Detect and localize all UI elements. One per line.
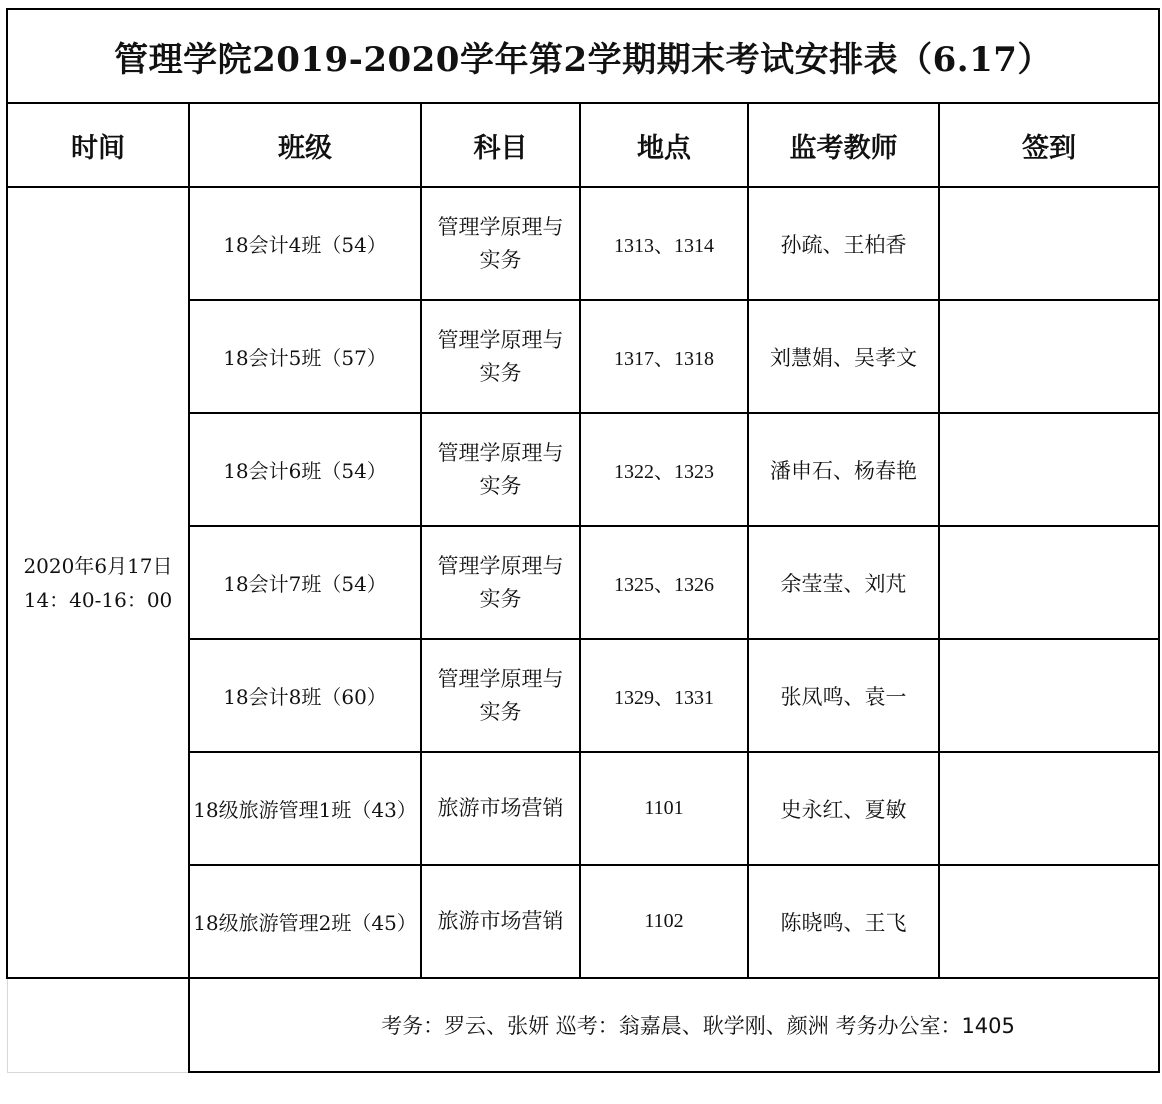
subject-cell xyxy=(421,639,580,752)
subject-cell xyxy=(421,300,580,413)
subject-line: 旅游市场营销 xyxy=(437,909,564,933)
subject-line: 实务 xyxy=(479,473,522,498)
header-time: 时间 xyxy=(7,103,189,187)
subject-cell xyxy=(421,526,580,639)
location-cell: 1102 xyxy=(580,865,748,978)
class-cell: 18会计4班（54） xyxy=(189,187,421,300)
proctor-cell: 潘申石、杨春艳 xyxy=(748,413,939,526)
subject-cell xyxy=(421,413,580,526)
subject-line: 实务 xyxy=(479,699,522,724)
proctor-cell: 孙疏、王柏香 xyxy=(748,187,939,300)
header-row xyxy=(7,103,1159,187)
location-cell: 1322、1323 xyxy=(580,413,748,526)
proctor-cell: 余莹莹、刘芃 xyxy=(748,526,939,639)
table-row xyxy=(7,187,1159,300)
subject-cell xyxy=(421,187,580,300)
subject-line: 实务 xyxy=(479,586,522,611)
proctor-cell: 刘慧娟、吴孝文 xyxy=(748,300,939,413)
subject-line: 实务 xyxy=(479,247,522,272)
subject-line: 管理学原理与 xyxy=(437,666,564,691)
page-title: 管理学院2019-2020学年第2学期期末考试安排表（6.17） xyxy=(7,9,1159,103)
subject-line: 管理学原理与 xyxy=(437,214,564,239)
signin-cell[interactable] xyxy=(939,526,1159,639)
footer-note-cell xyxy=(189,978,1159,1072)
signin-cell[interactable] xyxy=(939,752,1159,865)
subject-cell xyxy=(421,752,580,865)
header-class: 班级 xyxy=(189,103,421,187)
class-cell: 18会计8班（60） xyxy=(189,639,421,752)
signin-cell[interactable] xyxy=(939,187,1159,300)
class-cell: 18级旅游管理1班（43） xyxy=(189,752,421,865)
class-cell: 18会计5班（57） xyxy=(189,300,421,413)
subject-line: 管理学原理与 xyxy=(437,553,564,578)
signin-cell[interactable] xyxy=(939,413,1159,526)
header-signin: 签到 xyxy=(939,103,1159,187)
subject-line: 管理学原理与 xyxy=(437,440,564,465)
location-cell: 1313、1314 xyxy=(580,187,748,300)
location-cell: 1329、1331 xyxy=(580,639,748,752)
subject-line: 旅游市场营销 xyxy=(437,796,564,820)
footer-blank-cell xyxy=(7,978,189,1072)
location-cell: 1325、1326 xyxy=(580,526,748,639)
signin-cell[interactable] xyxy=(939,639,1159,752)
signin-cell[interactable] xyxy=(939,300,1159,413)
proctor-cell: 张凤鸣、袁一 xyxy=(748,639,939,752)
subject-line: 管理学原理与 xyxy=(437,327,564,352)
location-cell: 1317、1318 xyxy=(580,300,748,413)
class-cell: 18会计7班（54） xyxy=(189,526,421,639)
proctor-cell: 陈晓鸣、王飞 xyxy=(748,865,939,978)
footer-note: 考务：罗云、张妍 巡考：翁嘉晨、耿学刚、颜洲 考务办公室：1405 xyxy=(381,1014,1015,1038)
header-subject: 科目 xyxy=(421,103,580,187)
header-proctor: 监考教师 xyxy=(748,103,939,187)
location-cell: 1101 xyxy=(580,752,748,865)
signin-cell[interactable] xyxy=(939,865,1159,978)
proctor-cell: 史永红、夏敏 xyxy=(748,752,939,865)
class-cell: 18会计6班（54） xyxy=(189,413,421,526)
header-location: 地点 xyxy=(580,103,748,187)
exam-period: 14：40-16：00 xyxy=(23,587,173,612)
footer-row xyxy=(7,978,1159,1072)
time-slot-cell xyxy=(7,187,189,978)
exam-schedule-table xyxy=(6,8,1160,1073)
subject-line: 实务 xyxy=(479,360,522,385)
class-cell: 18级旅游管理2班（45） xyxy=(189,865,421,978)
subject-cell xyxy=(421,865,580,978)
exam-date: 2020年6月17日 xyxy=(23,553,173,578)
